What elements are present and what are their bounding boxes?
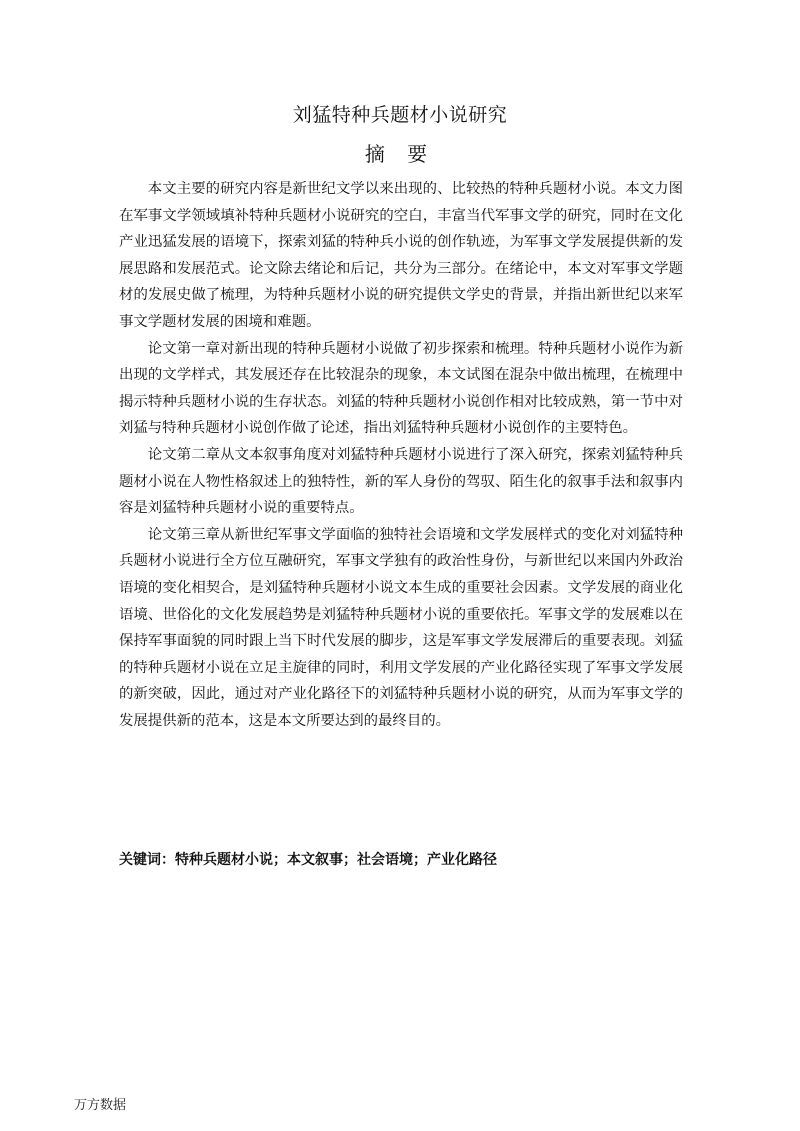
thesis-title: 刘猛特种兵题材小说研究 xyxy=(292,104,508,126)
abstract-body xyxy=(119,176,683,734)
abstract-heading: 摘 要 xyxy=(364,142,436,166)
footer-watermark: 万方数据 xyxy=(74,1098,127,1113)
abstract-paragraph-3: 论文第二章从文本叙事角度对刘猛特种兵题材小说进行了深入研究，探索刘猛特种兵题材小说在人物性格叙述上的独特性，新的军人身份的驾驭、陌生化的叙事手法和叙事内容是刘猛特种兵题材小说的重要特点。 xyxy=(119,446,683,517)
keywords-line: 关键词：特种兵题材小说；本文叙事；社会语境；产业化路径 xyxy=(119,852,497,868)
abstract-paragraph-2: 论文第一章对新出现的特种兵题材小说做了初步探索和梳理。特种兵题材小说作为新出现的文学样式，其发展还存在比较混杂的现象，本文试图在混杂中做出梳理，在梳理中揭示特种兵题材小说的生存状态。刘猛的特种兵题材小说创作相对比较成熟，第一节中对刘猛与特种兵题材小说创作做了论述，指出刘猛特种兵题材小说创作的主要特色。 xyxy=(119,340,683,437)
abstract-paragraph-4: 论文第三章从新世纪军事文学面临的独特社会语境和文学发展样式的变化对刘猛特种兵题材小说进行全方位互融研究，军事文学独有的政治性身份，与新世纪以来国内外政治语境的变化相契合，是刘猛特种兵题材小说文本生成的重要社会因素。文学发展的商业化语境、世俗化的文化发展趋势是刘猛特种兵题材小说的重要依托。军事文学的发展难以在保持军事面貌的同时跟上当下时代发展的脚步，这是军事文学发展滞后的重要表现。刘猛的特种兵题材小说在立足主旋律的同时，利用文学发展的产业化路径实现了军事文学发展的新突破，因此，通过对产业化路径下的刘猛特种兵题材小说的研究，从而为军事文学的发展提供新的范本，这是本文所要达到的最终目的。 xyxy=(119,526,683,729)
abstract-paragraph-1: 本文主要的研究内容是新世纪文学以来出现的、比较热的特种兵题材小说。本文力图在军事文学领域填补特种兵题材小说研究的空白，丰富当代军事文学的研究，同时在文化产业迅猛发展的语境下，探索刘猛的特种兵小说的创作轨迹，为军事文学发展提供新的发展思路和发展范式。论文除去绪论和后记，共分为三部分。在绪论中，本文对军事文学题材的发展史做了梳理，为特种兵题材小说的研究提供文学史的背景，并指出新世纪以来军事文学题材发展的困境和难题。 xyxy=(119,181,683,330)
